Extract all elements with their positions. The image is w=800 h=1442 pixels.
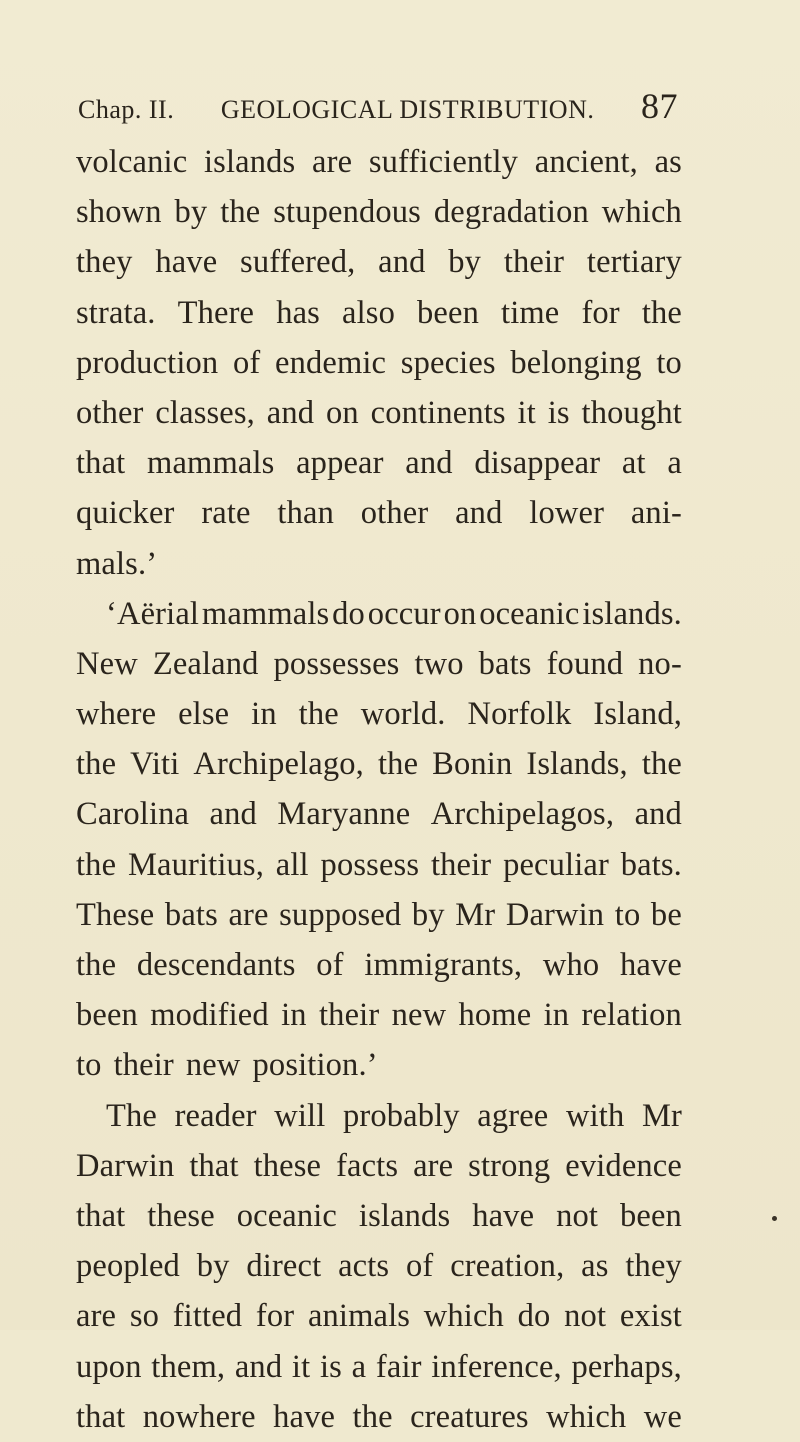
word: oceanic	[479, 595, 580, 632]
text-line	[76, 1141, 682, 1191]
word: do	[517, 1298, 551, 1335]
word: we	[643, 1398, 682, 1435]
word: position.’	[252, 1047, 378, 1084]
word: been	[619, 1197, 682, 1234]
word: These	[76, 896, 155, 933]
word: Norfolk	[467, 696, 572, 733]
word: lower	[529, 495, 605, 532]
word: are	[413, 1147, 454, 1184]
word: islands	[203, 144, 296, 180]
word: at	[621, 445, 646, 482]
word: occur	[367, 595, 441, 632]
word: time	[501, 294, 560, 331]
word: and	[455, 495, 503, 532]
word: which	[546, 1398, 627, 1435]
word: their	[113, 1047, 174, 1084]
body-text	[76, 137, 682, 1442]
word: their	[503, 244, 565, 281]
word: upon	[76, 1348, 142, 1385]
word: direct	[246, 1248, 322, 1285]
word: that	[76, 1398, 126, 1435]
text-line	[76, 589, 682, 639]
text-line	[76, 1091, 682, 1141]
word: immigrants,	[364, 947, 523, 983]
word: as	[581, 1248, 609, 1285]
word: these	[253, 1147, 322, 1184]
word: their	[430, 846, 492, 883]
word: them,	[151, 1348, 226, 1385]
word: Darwin	[76, 1147, 175, 1184]
word: also	[342, 294, 395, 331]
word: is	[547, 394, 570, 431]
word: mammals	[201, 595, 330, 632]
word: found	[546, 645, 624, 682]
word: not	[564, 1298, 607, 1335]
word: to	[656, 344, 682, 381]
word: the	[76, 746, 117, 783]
word: has	[276, 294, 320, 331]
word: strong	[468, 1147, 551, 1184]
word: are	[228, 896, 269, 933]
word: nowhere	[142, 1398, 256, 1435]
word: The	[106, 1097, 157, 1134]
word: ani-	[630, 495, 682, 532]
word: rate	[201, 495, 251, 532]
word: evidence	[565, 1147, 682, 1184]
word: and	[378, 244, 426, 281]
word: by	[411, 896, 445, 933]
word: classes,	[155, 394, 255, 431]
word: degradation	[433, 194, 589, 231]
word: continents	[370, 394, 506, 431]
word: the	[352, 1398, 393, 1435]
word: the	[76, 846, 117, 883]
word: supposed	[279, 896, 402, 933]
word: who	[542, 947, 600, 983]
word: no-	[638, 645, 682, 682]
text-line	[76, 1040, 682, 1090]
word: will	[274, 1097, 326, 1134]
word: relation	[581, 997, 682, 1034]
word: than	[277, 495, 334, 532]
word: probably	[342, 1097, 460, 1134]
word: Mr	[641, 1097, 682, 1134]
text-line	[76, 1291, 682, 1341]
word: been	[76, 997, 138, 1034]
word: thought	[581, 394, 682, 431]
word: suffered,	[240, 244, 356, 281]
word: the	[641, 746, 682, 783]
word: volcanic	[76, 144, 188, 180]
word: possesses	[273, 645, 400, 682]
word: and	[634, 796, 682, 833]
word: creatures	[410, 1398, 529, 1435]
word: have	[472, 1197, 535, 1234]
word: are	[76, 1298, 117, 1335]
word: of	[316, 947, 344, 983]
word: a	[351, 1348, 367, 1385]
word: a	[667, 445, 682, 482]
word: by	[448, 244, 482, 281]
word: creation,	[450, 1248, 565, 1285]
word: on	[325, 394, 359, 431]
word: fair	[375, 1348, 422, 1385]
word: by	[196, 1248, 230, 1285]
text-line	[76, 789, 682, 839]
word: Bonin	[432, 746, 513, 783]
word: so	[129, 1298, 160, 1335]
chapter-label: Chap. II.	[78, 95, 175, 124]
word: modified	[150, 997, 269, 1034]
word: acts	[338, 1248, 390, 1285]
word: belonging	[510, 344, 642, 381]
word: all	[275, 846, 309, 883]
word: the	[76, 947, 117, 983]
word: of	[406, 1248, 434, 1285]
word: new	[185, 1047, 241, 1084]
text-line	[76, 1241, 682, 1291]
word: other	[76, 394, 144, 431]
word: Island,	[593, 696, 682, 733]
word: reader	[174, 1097, 257, 1134]
word: islands	[358, 1197, 451, 1234]
word: ‘Aërial	[106, 595, 200, 632]
word: Islands,	[526, 746, 628, 783]
word: and	[405, 445, 453, 482]
text-line	[76, 488, 682, 538]
word: been	[417, 294, 479, 331]
text-line	[76, 438, 682, 488]
word: species	[400, 344, 496, 381]
word: endemic	[275, 344, 387, 381]
word: peopled	[76, 1248, 180, 1285]
word: to	[76, 1047, 102, 1084]
word: on	[443, 595, 477, 632]
word: for	[581, 294, 620, 331]
text-line	[76, 539, 682, 589]
word: shown	[76, 194, 162, 231]
word: to	[614, 896, 641, 933]
word: which	[601, 194, 682, 231]
word: that	[189, 1147, 239, 1184]
word: fitted	[172, 1298, 243, 1335]
text-line	[76, 890, 682, 940]
page-number: 87	[640, 86, 678, 126]
word: quicker	[76, 495, 175, 532]
text-line	[76, 1392, 682, 1442]
word: ancient,	[534, 144, 638, 180]
word: exist	[619, 1298, 682, 1335]
word: Maryanne	[277, 796, 411, 833]
word: There	[177, 294, 255, 331]
word: of	[232, 344, 261, 381]
text-line	[76, 288, 682, 338]
word: the	[298, 696, 339, 733]
word: Mauritius,	[127, 846, 264, 883]
word: sufficiently	[368, 144, 519, 180]
word: Carolina	[76, 796, 190, 833]
word: they	[625, 1248, 682, 1285]
word: is	[319, 1348, 342, 1385]
word: Zealand	[152, 645, 259, 682]
word: bats.	[620, 846, 682, 883]
text-line	[76, 1191, 682, 1241]
text-line	[76, 237, 682, 287]
word: these	[147, 1197, 215, 1234]
word: home	[458, 997, 532, 1034]
word: Archipelagos,	[430, 796, 615, 833]
word: in	[281, 997, 307, 1034]
text-line	[76, 137, 682, 187]
word: their	[318, 997, 380, 1034]
word: peculiar	[503, 846, 609, 883]
running-title: GEOLOGICAL DISTRIBUTION.	[220, 95, 595, 124]
text-line	[76, 990, 682, 1040]
word: for	[255, 1298, 295, 1335]
word: the	[377, 746, 419, 783]
word: in	[543, 997, 570, 1034]
word: perhaps,	[571, 1348, 682, 1385]
word: be	[650, 896, 682, 933]
word: Mr	[455, 896, 496, 933]
text-line	[76, 639, 682, 689]
word: are	[312, 144, 353, 180]
word: oceanic	[236, 1197, 337, 1234]
text-line	[76, 840, 682, 890]
text-line	[76, 187, 682, 237]
word: New	[76, 645, 138, 682]
word: and	[266, 394, 315, 431]
word: which	[423, 1298, 504, 1335]
word: they	[76, 244, 133, 281]
word: by	[174, 194, 208, 231]
margin-mark	[772, 1216, 777, 1221]
word: as	[654, 144, 682, 180]
word: strata.	[76, 294, 156, 331]
word: and	[209, 796, 257, 833]
running-head	[78, 88, 678, 128]
word: mals.’	[76, 545, 158, 582]
word: else	[178, 696, 230, 733]
text-line	[76, 388, 682, 438]
word: have	[273, 1398, 336, 1435]
word: islands.	[582, 595, 682, 632]
word: world.	[360, 696, 446, 733]
text-line	[76, 689, 682, 739]
text-line	[76, 739, 682, 789]
text-line	[76, 1342, 682, 1392]
word: have	[155, 244, 218, 281]
word: the	[641, 294, 682, 331]
word: facts	[336, 1147, 399, 1184]
word: other	[360, 495, 429, 532]
word: not	[556, 1197, 599, 1234]
text-line	[76, 338, 682, 388]
word: inference,	[431, 1348, 562, 1385]
word: agree	[477, 1097, 549, 1134]
word: it	[291, 1348, 311, 1385]
word: two	[414, 645, 464, 682]
word: in	[251, 696, 277, 733]
word: mammals	[147, 445, 275, 482]
word: that	[76, 1197, 126, 1234]
word: it	[517, 394, 536, 431]
word: new	[391, 997, 447, 1034]
text-line	[76, 940, 682, 990]
word: disappear	[474, 445, 601, 482]
word: do	[332, 595, 365, 632]
word: the	[220, 194, 261, 231]
word: animals	[307, 1298, 411, 1335]
word: Archipelago,	[193, 746, 364, 783]
word: have	[619, 947, 682, 983]
word: descendants	[136, 947, 296, 983]
word: bats	[478, 645, 532, 682]
word: that	[76, 445, 126, 482]
word: production	[76, 344, 219, 381]
word: and	[234, 1348, 283, 1385]
word: where	[76, 696, 157, 733]
word: possess	[320, 846, 420, 883]
word: stupendous	[273, 194, 421, 231]
word: Darwin	[505, 896, 605, 933]
word: with	[565, 1097, 625, 1134]
word: bats	[164, 896, 218, 933]
word: Viti	[130, 746, 180, 783]
word: tertiary	[586, 244, 682, 281]
word: appear	[296, 445, 384, 482]
